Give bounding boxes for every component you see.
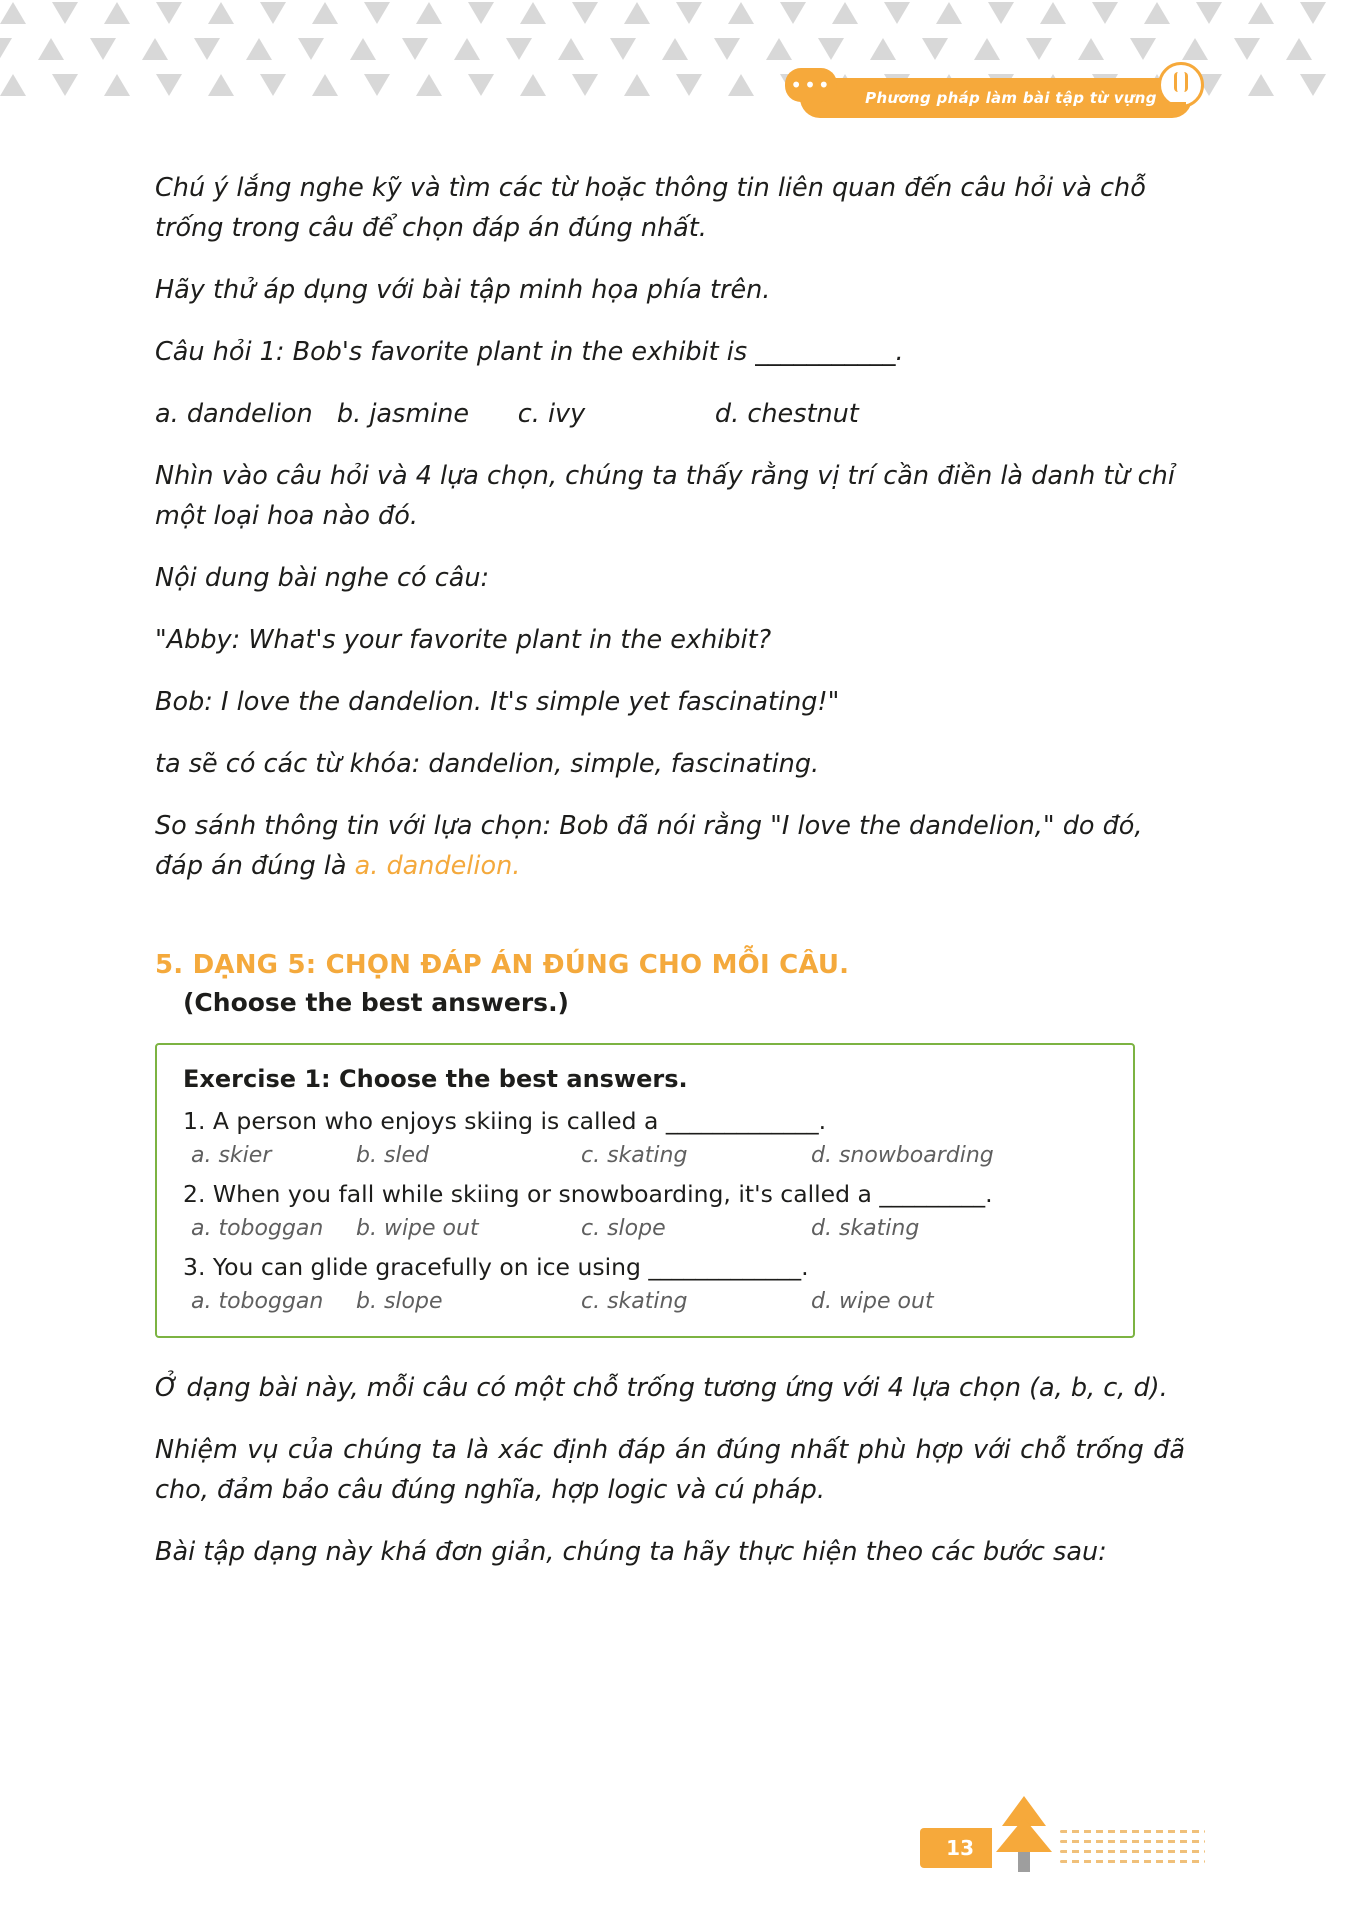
paragraph-intro-listening: Chú ý lắng nghe kỹ và tìm các từ hoặc thông tin liên quan đến câu hỏi và chỗ trống trong câu để chọn đáp án đúng nhất. xyxy=(155,173,1146,243)
option-c[interactable]: c. skating xyxy=(581,1143,688,1168)
option-d[interactable]: d. wipe out xyxy=(811,1289,934,1314)
section-heading-block xyxy=(155,950,1185,1017)
option-a[interactable]: a. skier xyxy=(191,1143,272,1168)
exercise-question-3-options xyxy=(191,1289,1107,1314)
page-footer xyxy=(920,1796,1205,1874)
conclusion-text: So sánh thông tin với lựa chọn: Bob đã nói rằng "I love the dandelion," do đó, đáp án đúng là xyxy=(155,811,1143,881)
paragraph-conclusion xyxy=(155,806,1185,886)
lightbulb-icon xyxy=(1152,62,1208,124)
option-b[interactable]: b. slope xyxy=(356,1289,443,1314)
page-number-badge: 13 xyxy=(920,1828,992,1868)
option-b[interactable]: b. wipe out xyxy=(356,1216,479,1241)
transcript-line-bob: Bob: I love the dandelion. It's simple yet fascinating!" xyxy=(155,687,840,717)
transcript-line-abby: "Abby: What's your favorite plant in the exhibit? xyxy=(155,625,772,655)
paragraph-task-description: Nhiệm vụ của chúng ta là xác định đáp án đúng nhất phù hợp với chỗ trống đã cho, đảm bảo câu đúng nghĩa, hợp logic và cú pháp. xyxy=(155,1435,1185,1505)
header-ribbon xyxy=(800,78,1192,118)
exercise-title: Exercise 1: Choose the best answers. xyxy=(183,1065,688,1093)
correct-answer-highlight: a. dandelion. xyxy=(354,851,521,881)
exercise-question-1: 1. A person who enjoys skiing is called a _____________. xyxy=(183,1107,827,1135)
section-subtitle: (Choose the best answers.) xyxy=(183,988,569,1017)
paragraph-form-description: Ở dạng bài này, mỗi câu có một chỗ trống tương ứng với 4 lựa chọn (a, b, c, d). xyxy=(155,1373,1168,1403)
paragraph-steps-intro: Bài tập dạng này khá đơn giản, chúng ta hãy thực hiện theo các bước sau: xyxy=(155,1537,1107,1567)
ellipsis-dots: ••• xyxy=(790,73,832,97)
option-a[interactable]: a. toboggan xyxy=(191,1216,324,1241)
section-title: 5. DẠNG 5: CHỌN ĐÁP ÁN ĐÚNG CHO MỖI CÂU. xyxy=(155,950,850,980)
tree-icon xyxy=(994,1796,1054,1874)
option-b[interactable]: b. sled xyxy=(356,1143,430,1168)
paragraph-transcript-label: Nội dung bài nghe có câu: xyxy=(155,563,490,593)
paragraph-keywords: ta sẽ có các từ khóa: dandelion, simple, fascinating. xyxy=(155,749,820,779)
option-d[interactable]: d. skating xyxy=(811,1216,920,1241)
exercise-question-3: 3. You can glide gracefully on ice using _____________. xyxy=(183,1253,809,1281)
speech-bubble-icon xyxy=(785,68,837,102)
option-c[interactable]: c. slope xyxy=(581,1216,666,1241)
after-exercise-text xyxy=(155,1368,1185,1572)
page-content xyxy=(155,168,1185,1594)
triangle-row xyxy=(0,2,1355,36)
paragraph-analysis: Nhìn vào câu hỏi và 4 lựa chọn, chúng ta thấy rằng vị trí cần điền là danh từ chỉ một loại hoa nào đó. xyxy=(155,461,1175,531)
exercise-question-2: 2. When you fall while skiing or snowboarding, it's called a _________. xyxy=(183,1180,993,1208)
exercise-box xyxy=(155,1043,1135,1338)
exercise-question-2-options xyxy=(191,1216,1107,1241)
question-1-text: Câu hỏi 1: Bob's favorite plant in the exhibit is ___________. xyxy=(155,337,904,367)
option-d[interactable]: d. snowboarding xyxy=(811,1143,994,1168)
option-a[interactable]: a. toboggan xyxy=(191,1289,324,1314)
wave-lines-decoration xyxy=(1060,1830,1205,1870)
paragraph-apply-exercise: Hãy thử áp dụng với bài tập minh họa phía trên. xyxy=(155,275,771,305)
exercise-question-1-options xyxy=(191,1143,1107,1168)
header-ribbon-label: Phương pháp làm bài tập từ vựng xyxy=(865,89,1157,107)
option-c[interactable]: c. skating xyxy=(581,1289,688,1314)
question-1-options: a. dandelion b. jasmine c. ivy d. chestnut xyxy=(155,399,859,429)
